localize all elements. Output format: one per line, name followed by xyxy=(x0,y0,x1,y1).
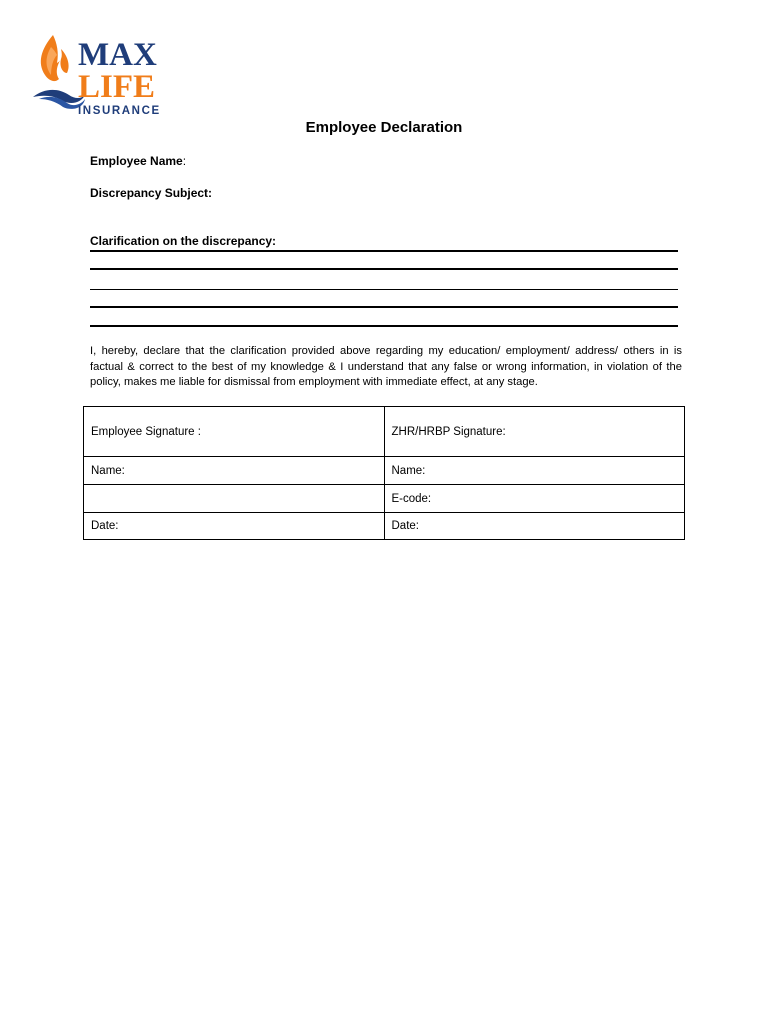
clarification-field xyxy=(90,234,276,248)
hrbp-date-cell: Date: xyxy=(384,513,685,540)
employee-name-label: Employee Name xyxy=(90,154,183,168)
max-life-insurance-logo xyxy=(33,33,173,119)
signature-table xyxy=(83,406,685,540)
logo-line-max: MAX xyxy=(78,37,157,73)
employee-signature-cell: Employee Signature : xyxy=(84,407,385,457)
discrepancy-subject-field xyxy=(90,186,212,200)
employee-name-field xyxy=(90,154,186,168)
declaration-text: I, hereby, declare that the clarification provided above regarding my education/ employment/ address/ others in is factual & correct to the best of my knowledge & I understand that any false or wrong information, in violation of the policy, makes me liable for dismissal from employment with immediate effect, at any stage. xyxy=(90,345,682,388)
table-row xyxy=(84,513,685,540)
discrepancy-subject-label: Discrepancy Subject: xyxy=(90,186,213,200)
table-row xyxy=(84,485,685,513)
employee-blank-cell xyxy=(84,485,385,513)
clarification-line-5 xyxy=(90,325,678,327)
page-title: Employee Declaration xyxy=(305,119,463,136)
hrbp-name-cell: Name: xyxy=(384,457,685,485)
table-row xyxy=(84,457,685,485)
clarification-line-1 xyxy=(90,250,678,252)
logo-line-life: LIFE xyxy=(78,69,156,105)
clarification-line-3 xyxy=(90,289,678,290)
table-row xyxy=(84,407,685,457)
clarification-label: Clarification on the discrepancy: xyxy=(90,234,277,248)
employee-date-cell: Date: xyxy=(84,513,385,540)
clarification-line-2 xyxy=(90,268,678,270)
clarification-line-4 xyxy=(90,306,678,308)
hrbp-ecode-cell: E-code: xyxy=(384,485,685,513)
hrbp-signature-cell: ZHR/HRBP Signature: xyxy=(384,407,685,457)
logo-line-insurance: INSURANCE xyxy=(78,105,161,117)
employee-name-colon: : xyxy=(182,154,187,168)
employee-name-cell: Name: xyxy=(84,457,385,485)
flame-logo-icon xyxy=(33,33,173,119)
